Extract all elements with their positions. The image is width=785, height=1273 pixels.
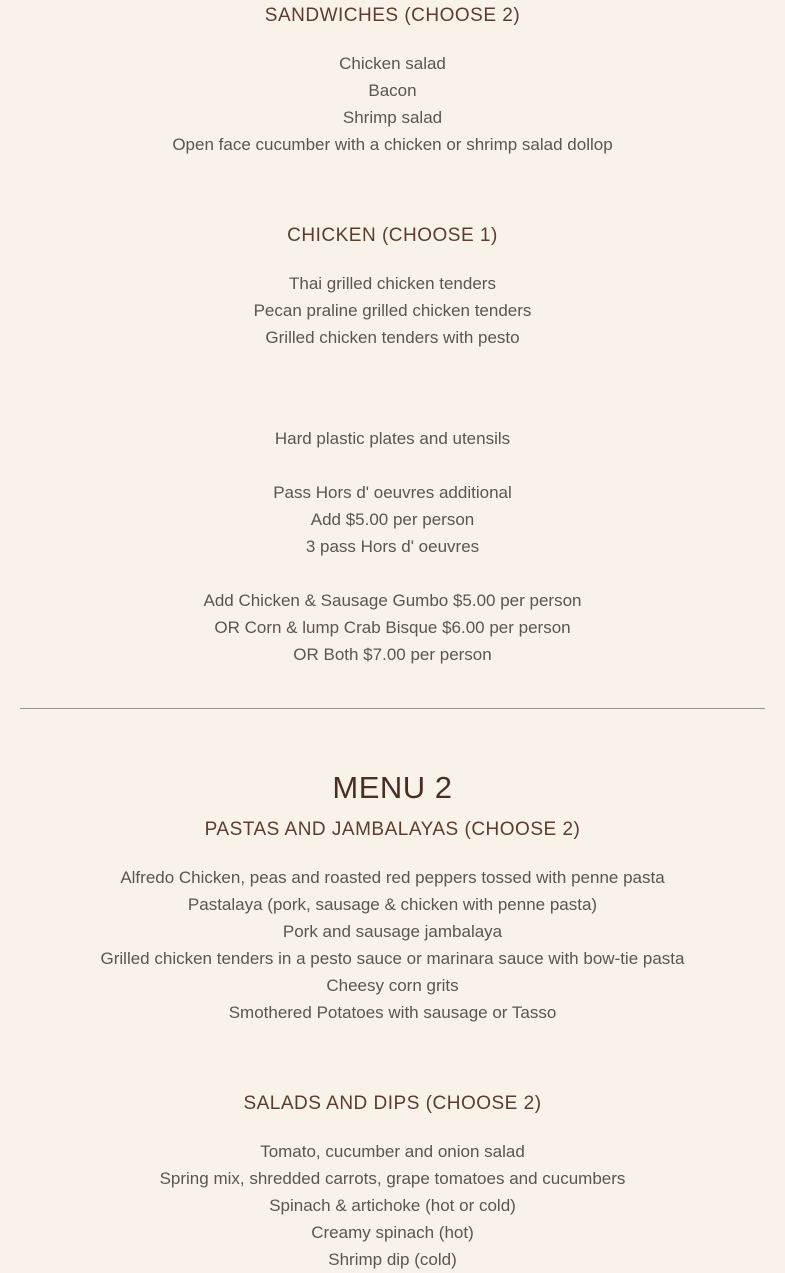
list-item: Creamy spinach (hot) bbox=[311, 1223, 474, 1242]
list-item: Pecan praline grilled chicken tenders bbox=[253, 301, 532, 320]
bisque-addon: OR Corn & lump Crab Bisque $6.00 per person bbox=[214, 618, 571, 637]
sandwiches-heading: SANDWICHES (CHOOSE 2) bbox=[264, 5, 521, 26]
list-item: Shrimp dip (cold) bbox=[328, 1250, 457, 1269]
chicken-list bbox=[0, 270, 785, 351]
menu-2-title: MENU 2 bbox=[332, 770, 453, 805]
chicken-heading: CHICKEN (CHOOSE 1) bbox=[287, 225, 498, 246]
sandwiches-list bbox=[0, 50, 785, 158]
pastas-heading: PASTAS AND JAMBALAYAS (CHOOSE 2) bbox=[204, 819, 581, 840]
list-item: Thai grilled chicken tenders bbox=[289, 274, 496, 293]
both-addon: OR Both $7.00 per person bbox=[293, 645, 492, 664]
hors-doeuvres-count: 3 pass Hors d' oeuvres bbox=[305, 537, 480, 556]
list-item: Spinach & artichoke (hot or cold) bbox=[269, 1196, 516, 1215]
pastas-list bbox=[0, 864, 785, 1026]
salads-heading: SALADS AND DIPS (CHOOSE 2) bbox=[243, 1093, 542, 1114]
plates-note: Hard plastic plates and utensils bbox=[274, 429, 511, 448]
list-item: Grilled chicken tenders with pesto bbox=[265, 328, 520, 347]
list-item: Tomato, cucumber and onion salad bbox=[260, 1142, 525, 1161]
hors-doeuvres-note: Pass Hors d' oeuvres additional bbox=[273, 483, 512, 502]
list-item: Spring mix, shredded carrots, grape tomatoes and cucumbers bbox=[159, 1169, 626, 1188]
gumbo-addon: Add Chicken & Sausage Gumbo $5.00 per person bbox=[203, 591, 582, 610]
list-item: Pork and sausage jambalaya bbox=[282, 922, 503, 941]
list-item: Chicken salad bbox=[339, 54, 446, 73]
salads-list bbox=[0, 1138, 785, 1273]
list-item: Cheesy corn grits bbox=[326, 976, 459, 995]
list-item: Alfredo Chicken, peas and roasted red peppers tossed with penne pasta bbox=[120, 868, 665, 887]
list-item: Open face cucumber with a chicken or shrimp salad dollop bbox=[172, 135, 613, 154]
list-item: Shrimp salad bbox=[342, 108, 443, 127]
hors-doeuvres-price: Add $5.00 per person bbox=[310, 510, 475, 529]
list-item: Smothered Potatoes with sausage or Tasso bbox=[228, 1003, 557, 1022]
section-divider bbox=[20, 708, 765, 709]
list-item: Bacon bbox=[368, 81, 417, 100]
list-item: Grilled chicken tenders in a pesto sauce or marinara sauce with bow-tie pasta bbox=[100, 949, 685, 968]
list-item: Pastalaya (pork, sausage & chicken with penne pasta) bbox=[187, 895, 598, 914]
